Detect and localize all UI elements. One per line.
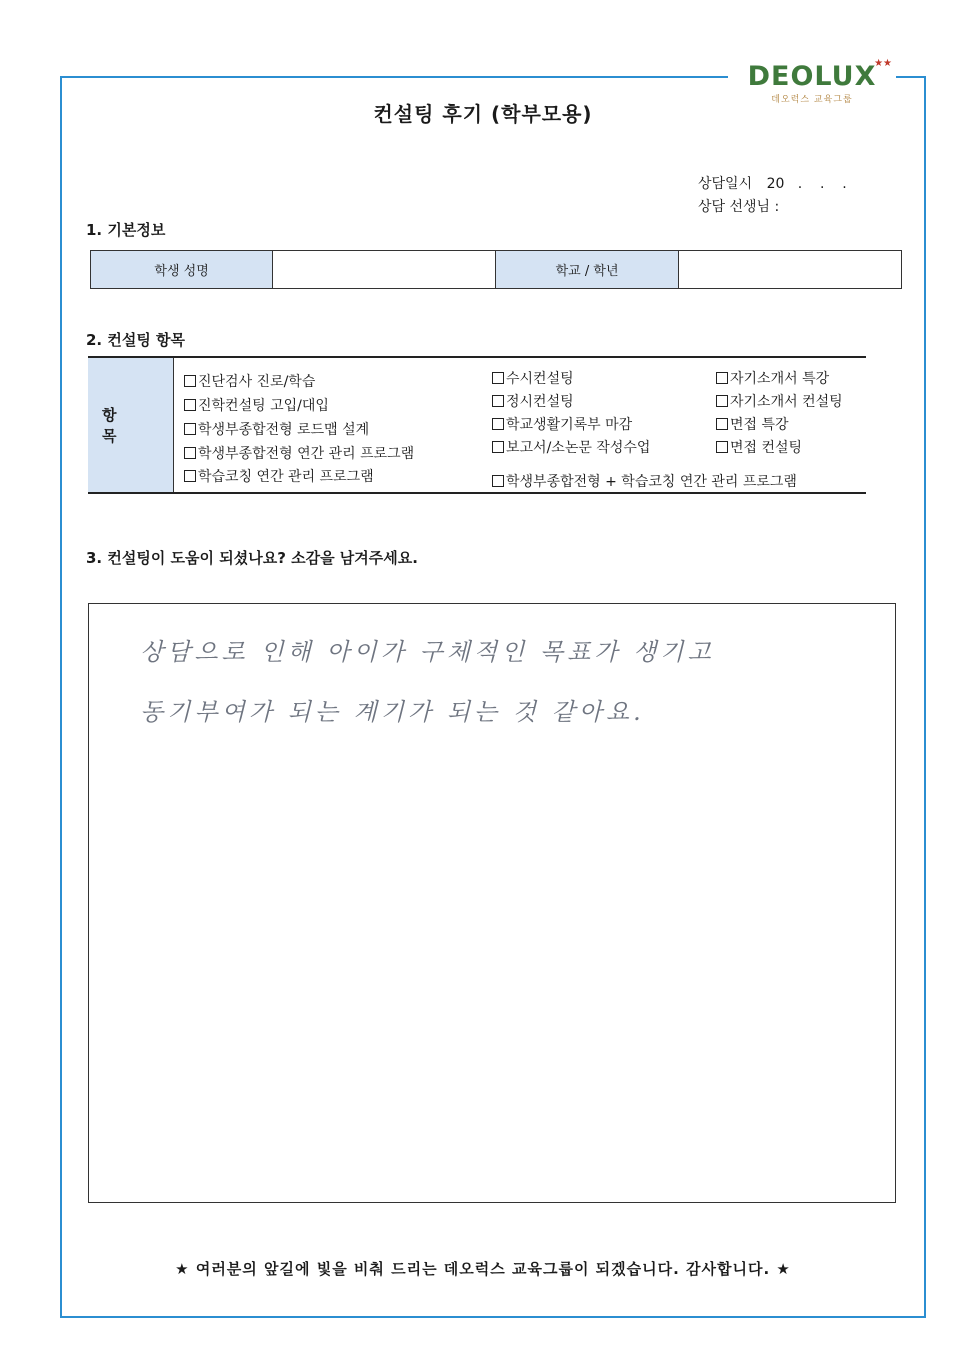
option-label: 정시컨설팅 — [506, 394, 574, 410]
section-feedback-heading: 3. 컨설팅이 도움이 되셨나요? 소감을 남겨주세요. — [86, 549, 418, 567]
checkbox-icon — [184, 470, 196, 482]
option-col1-4[interactable] — [184, 443, 414, 463]
option-label: 진학컨설팅 고입/대입 — [198, 398, 329, 414]
option-col3-1[interactable] — [716, 368, 829, 388]
checkbox-icon — [716, 418, 728, 430]
option-col3-4[interactable] — [716, 437, 802, 457]
checkbox-icon — [184, 375, 196, 387]
option-label: 학교생활기록부 마감 — [506, 417, 633, 433]
option-wide[interactable] — [492, 471, 797, 491]
option-col2-4[interactable] — [492, 437, 650, 457]
basic-info-table — [90, 250, 902, 289]
consulting-items-table — [88, 356, 866, 494]
section-items-heading: 2. 컨설팅 항목 — [86, 331, 186, 349]
footer-message: ★ 여러분의 앞길에 빛을 비춰 드리는 데오럭스 교육그룹이 되겠습니다. 감사합니다. ★ — [175, 1260, 791, 1278]
option-col2-2[interactable] — [492, 391, 574, 411]
option-col3-2[interactable] — [716, 391, 843, 411]
checkbox-icon — [492, 395, 504, 407]
student-name-label: 학생 성명 — [91, 251, 273, 289]
consult-teacher: 상담 선생님 : — [698, 199, 780, 215]
logo-subtitle: 데오럭스 교육그룹 — [771, 95, 853, 105]
checkbox-icon — [716, 395, 728, 407]
option-col3-3[interactable] — [716, 414, 789, 434]
option-label: 학생부종합전형 로드맵 설계 — [198, 422, 370, 438]
option-label: 학습코칭 연간 관리 프로그램 — [198, 469, 374, 485]
consult-date — [698, 173, 847, 193]
checkbox-icon — [716, 441, 728, 453]
checkbox-icon — [184, 399, 196, 411]
checkbox-icon — [492, 418, 504, 430]
checkbox-icon — [184, 447, 196, 459]
option-label: 학생부종합전형 연간 관리 프로그램 — [198, 446, 415, 462]
option-col2-3[interactable] — [492, 414, 632, 434]
star-icon: ★★ — [874, 58, 892, 69]
option-label: 보고서/소논문 작성수업 — [506, 440, 651, 456]
checkbox-icon — [492, 475, 504, 487]
option-col2-1[interactable] — [492, 368, 574, 388]
date-value: 20 . . . — [766, 176, 847, 192]
student-name-field[interactable] — [273, 251, 496, 289]
logo-text: DEOLUX — [747, 61, 877, 92]
option-col1-2[interactable] — [184, 395, 329, 415]
option-label: 면접 특강 — [730, 417, 789, 433]
option-label: 진단검사 진로/학습 — [198, 374, 316, 390]
form-title: 컨설팅 후기 (학부모용) — [373, 102, 593, 126]
date-label: 상담일시 — [698, 176, 753, 192]
school-grade-label: 학교 / 학년 — [496, 251, 678, 289]
option-label: 수시컨설팅 — [506, 371, 574, 387]
handwritten-line-2: 동기부여가 되는 계기가 되는 것 같아요. — [140, 698, 645, 726]
option-col1-3[interactable] — [184, 419, 369, 439]
option-label: 면접 컨설팅 — [730, 440, 803, 456]
option-label: 학생부종합전형 + 학습코칭 연간 관리 프로그램 — [506, 474, 797, 490]
option-label: 자기소개서 컨설팅 — [730, 394, 843, 410]
items-label: 항 목 — [88, 358, 174, 492]
option-col1-5[interactable] — [184, 466, 374, 486]
checkbox-icon — [492, 441, 504, 453]
school-grade-field[interactable] — [678, 251, 901, 289]
handwritten-line-1: 상담으로 인해 아이가 구체적인 목표가 생기고 — [140, 638, 715, 666]
checkbox-icon — [492, 372, 504, 384]
option-col1-1[interactable] — [184, 371, 315, 391]
option-label: 자기소개서 특강 — [730, 371, 830, 387]
section-basic-info-heading: 1. 기본정보 — [86, 221, 166, 239]
checkbox-icon — [184, 423, 196, 435]
checkbox-icon — [716, 372, 728, 384]
